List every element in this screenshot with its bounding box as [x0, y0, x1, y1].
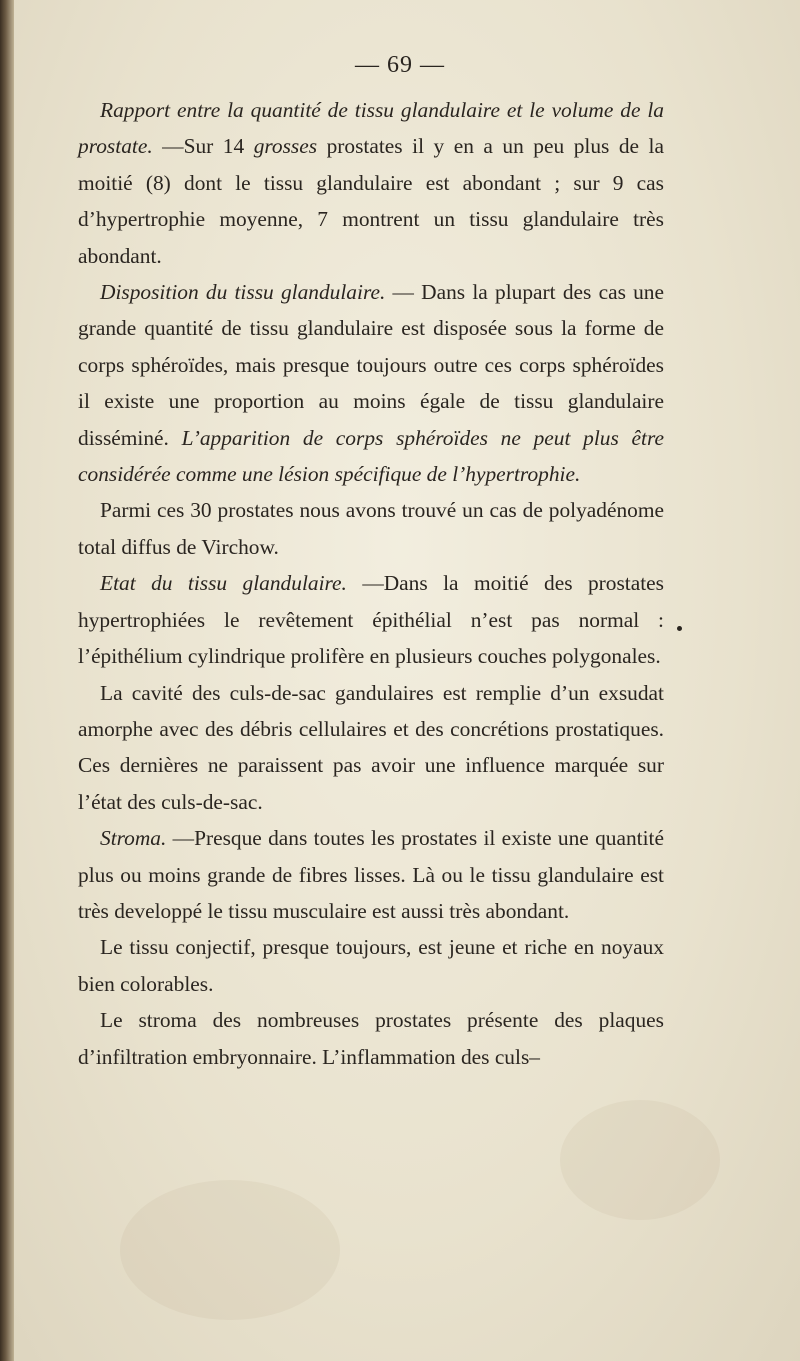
paragraph — [78, 274, 664, 492]
page-number: — 69 — — [355, 52, 445, 78]
italic-run: grosses — [253, 134, 318, 159]
italic-run: Stroma. — [100, 826, 167, 851]
paragraph — [78, 820, 664, 929]
paragraph — [78, 92, 664, 274]
italic-run: Etat du tissu glandulaire. — [100, 571, 347, 596]
text-run: —Dans la moitié des prostates hypertrophiées le revêtement épithélial n’est pas normal : l’épithélium cylindrique prolifère en plusieurs couches polygonales. — [78, 571, 664, 669]
text-run: — Dans la plupart des cas une grande quantité de tissu glandulaire est disposée sous la forme de corps sphéroïdes, mais presque toujours outre ces corps sphéroïdes il existe une proportion au moins égale de tissu glandulaire disséminé. — [78, 280, 664, 450]
text-run: Le tissu conjectif, presque toujours, est jeune et riche en noyaux bien colorables. — [78, 935, 664, 996]
paragraph — [78, 565, 664, 674]
italic-run: L’apparition de corps sphéroïdes ne peut plus être considérée comme une lésion spécifique de l’hypertrophie. — [78, 425, 664, 487]
italic-run: Rapport entre la quantité de tissu glandulaire et le volume de la prostate. — [78, 98, 664, 159]
paragraph — [78, 929, 664, 1002]
text-run: Parmi ces 30 prostates nous avons trouvé un cas de polyadénome total diffus de Virchow. — [78, 498, 664, 559]
text-run: prostates il y en a un peu plus de la moitié (8) dont le tissu glandulaire est abondant ; sur 9 cas d’hypertrophie moyenne, 7 montrent un tissu glandulaire très abondant. — [78, 134, 664, 268]
paper-stain — [560, 1100, 720, 1220]
text-run: —Presque dans toutes les prostates il existe une quantité plus ou moins grande de fibres lisses. Là ou le tissu glandulaire est très developpé le tissu musculaire est aussi très abondant. — [78, 826, 664, 923]
text-run: —Sur 14 — [152, 134, 254, 159]
margin-mark — [677, 626, 682, 631]
paper-stain — [120, 1180, 340, 1320]
text-run: La cavité des culs-de-sac gandulaires est remplie d’un exsudat amorphe avec des débris cellulaires et des concrétions prostatiques. Ces dernières ne paraissent pas avoir une influence marquée sur l’état des culs-de-sac. — [78, 680, 664, 814]
body-text — [78, 92, 664, 1075]
paragraph — [78, 675, 664, 821]
italic-run: Disposition du tissu glandulaire. — [100, 280, 386, 305]
paragraph — [78, 492, 664, 565]
text-run: Le stroma des nombreuses prostates présente des plaques d’infiltration embryonnaire. L’inflammation des culs– — [78, 1008, 664, 1069]
book-spine-shadow — [0, 0, 14, 1361]
paragraph — [78, 1002, 664, 1075]
